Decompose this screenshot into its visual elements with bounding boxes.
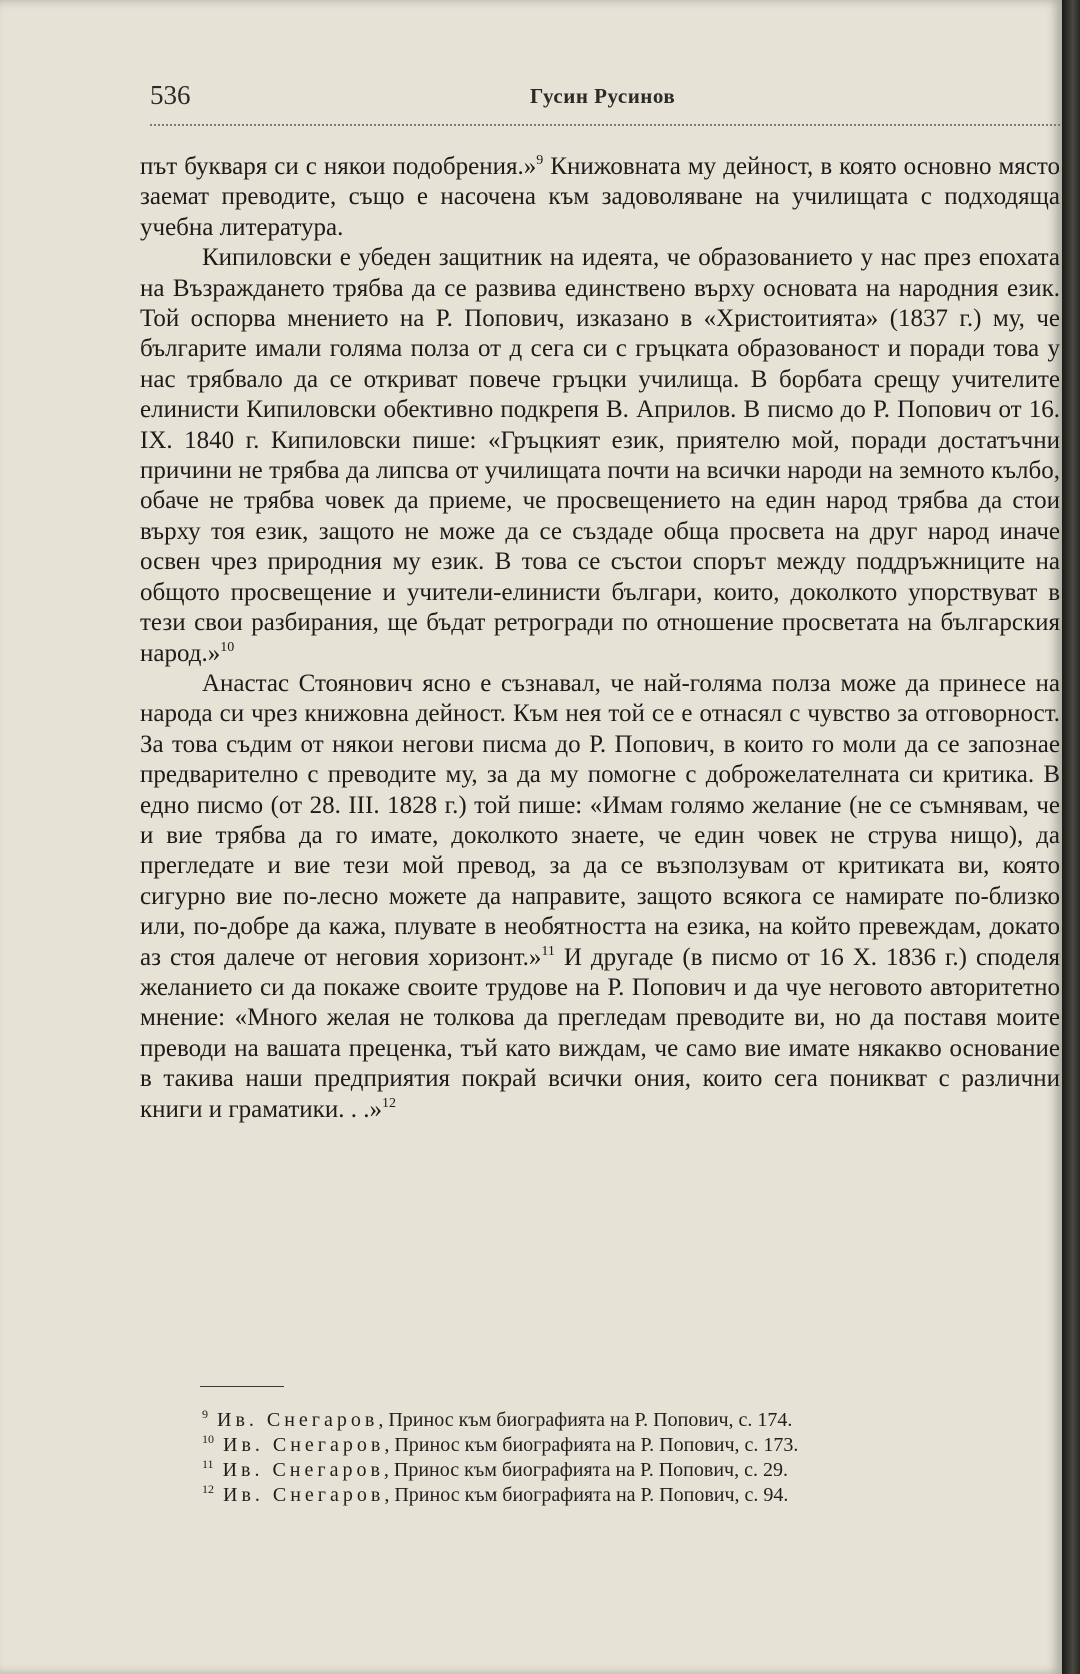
footnotes xyxy=(140,1408,1058,1508)
footnote-ref: 10 xyxy=(220,639,235,655)
paragraph-text: Анастас Стоянович ясно е съзнавал, че най-голяма полза може да принесе на народа си чрез книжовна дейност. Към нея той се е отнасял с чувство за отговорност. За това съдим от някои негови писма до Р. Попович, в които го моли да се запознае предварително с преводите му, за да му помогне с доброжелателната си критика. В едно писмо (от 28. III. 1828 г.) той пише: «Имам голямо желание (не се съмнявам, че и вие трябва да го имате, доколкото знаете, че един човек не струва нищо), да прегледате и вие тези мой превод, за да се възползувам от критиката ви, която сигурно вие по-лесно можете да направите, защото всякога се намирате по-близко или, по-добре да кажа, плувате в необятността на езика, на който превеждам, докато аз стоя далече от неговия хоризонт.» xyxy=(140,669,1060,971)
paragraph-p1 xyxy=(140,152,1060,243)
paragraph-p3 xyxy=(140,669,1060,1125)
book-spine-edge xyxy=(1062,0,1080,1674)
footnote-author: Ив. Снегаров xyxy=(214,1434,385,1456)
paragraph-text: път букваря си с някои подобрения.» xyxy=(140,153,537,180)
footnote-citation: , Принос към биографията на Р. Попович, с. 29. xyxy=(383,1459,788,1481)
footnote-author: Ив. Снегаров xyxy=(214,1484,385,1506)
footnote-citation: , Принос към биографията на Р. Попович, с. 174. xyxy=(378,1409,793,1431)
footnote-separator xyxy=(200,1386,284,1387)
footnote-number: 11 xyxy=(202,1457,214,1471)
paragraph-text: Книжовната му дейност, в която основно място заемат преводите, също е насочена към задоволяване на училищата с подходяща учебна литература. xyxy=(140,153,1060,241)
footnote-ref: 11 xyxy=(541,943,555,959)
header-rule xyxy=(150,124,1060,126)
footnote-author: Ив. Снегаров xyxy=(208,1409,379,1431)
footnote-ref: 12 xyxy=(381,1095,396,1111)
page-header xyxy=(150,80,1055,112)
paragraph-text: Кипиловски е убеден защитник на идеята, че образованието у нас през епохата на Възраждането трябва да се развива единствено върху основата на народния език. Той оспорва мнението на Р. Попович, изказано в «Христоитията» (1837 г.) му, че българите имали голяма полза от д сега си с гръцката образованост и поради това у нас трябвало да се откриват повече гръцки училища. В борбата срещу учителите елинисти Кипиловски обективно подкрепя В. Априлов. В писмо до Р. Попович от 16. IX. 1840 г. Кипиловски пише: «Гръцкият език, приятелю мой, поради достатъчни причини не трябва да липсва от училищата почти на всички народи на земното кълбо, обаче не трябва човек да приеме, че просвещението на един народ трябва да стои върху тоя език, защото не може да се създаде обща просвета на друг народ иначе освен чрез природния му език. В това се състои спорът между поддръжниците на общото просвещение и учители-елинисти българи, които, доколкото упорствуват в тези свои разбирания, ще бъдат ретрогради по отношение просветата на българския народ.» xyxy=(140,244,1060,667)
footnote-author: Ив. Снегаров xyxy=(213,1459,384,1481)
footnote-number: 9 xyxy=(202,1407,208,1421)
page-number: 536 xyxy=(150,80,191,110)
footnote xyxy=(140,1408,1058,1433)
footnote xyxy=(140,1483,1058,1508)
footnote xyxy=(140,1433,1058,1458)
footnote-number: 10 xyxy=(202,1432,214,1446)
footnote-ref: 9 xyxy=(536,153,544,168)
paragraph-text: И другаде (в писмо от 16 X. 1836 г.) споделя желанието си да покаже своите трудове на Р. Попович и да чуе неговото авторитетно мнение: «Много желая не толкова да прегледам преводите ви, но да поставя моите преводи на вашата преценка, тъй като виждам, че само вие имате някакво основание в такива наши предприятия покрай всички ония, които сега поникват с различни книги и граматики. . .» xyxy=(140,943,1060,1123)
footnote xyxy=(140,1458,1058,1483)
running-head: Гусин Русинов xyxy=(530,84,676,108)
footnote-citation: , Принос към биографията на Р. Попович, с. 94. xyxy=(384,1484,789,1506)
footnote-number: 12 xyxy=(202,1482,214,1496)
paragraph-p2 xyxy=(140,243,1060,669)
body-text xyxy=(140,152,1060,1125)
footnote-citation: , Принос към биографията на Р. Попович, с. 173. xyxy=(384,1434,799,1456)
